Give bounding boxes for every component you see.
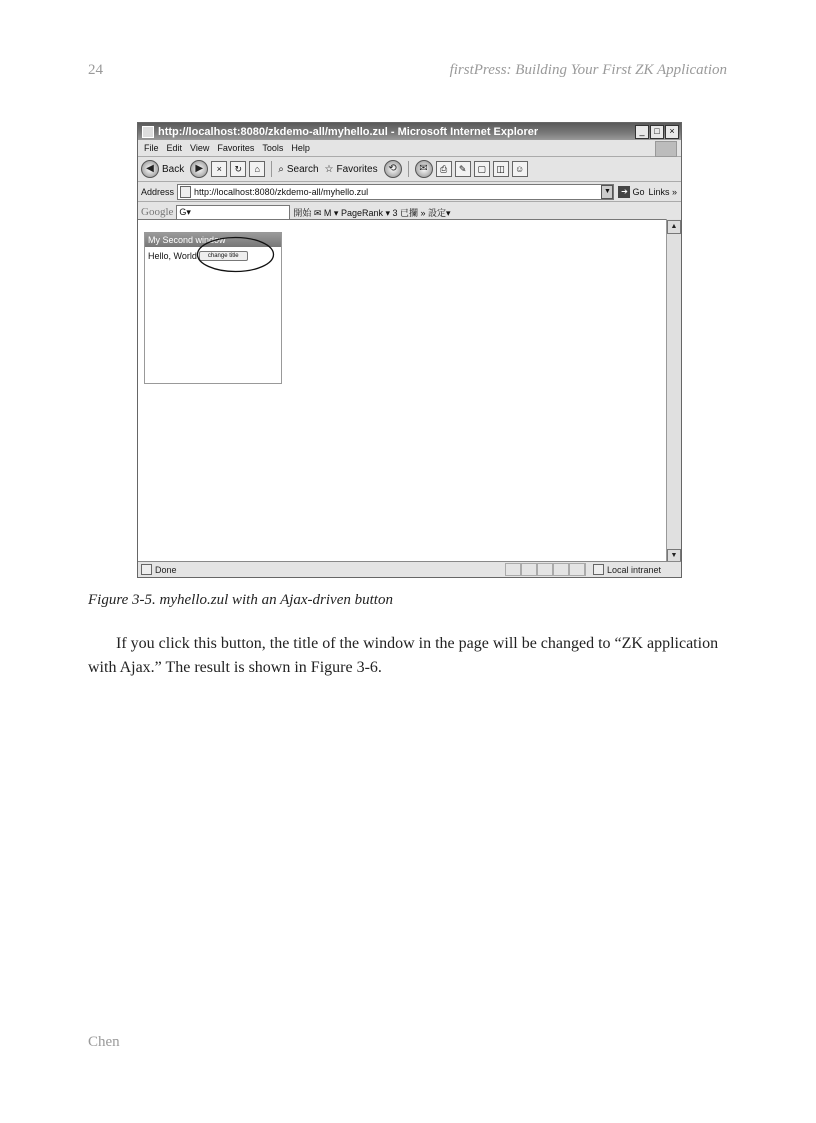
menu-help[interactable]: Help <box>291 143 310 153</box>
address-url: http://localhost:8080/zkdemo-all/myhello.zul <box>194 186 369 197</box>
home-icon[interactable]: ⌂ <box>249 161 265 177</box>
google-search-input[interactable] <box>176 205 290 220</box>
edit-icon[interactable]: ✎ <box>455 161 471 177</box>
mail-icon[interactable]: ✉ <box>415 160 433 178</box>
menu-file[interactable]: File <box>144 143 159 153</box>
scroll-up-icon[interactable]: ▲ <box>667 220 681 234</box>
links-button[interactable]: Links » <box>648 186 677 197</box>
done-page-icon <box>141 564 152 575</box>
page-icon <box>180 186 191 198</box>
change-title-button[interactable]: change title <box>199 251 248 261</box>
address-input[interactable] <box>177 184 614 200</box>
menu-tools[interactable]: Tools <box>262 143 284 153</box>
maximize-button[interactable]: □ <box>650 125 664 139</box>
google-logo: Google <box>141 206 174 218</box>
scroll-down-icon[interactable]: ▼ <box>667 549 681 563</box>
messenger-icon[interactable]: ☺ <box>512 161 528 177</box>
ie-page-icon <box>142 126 154 138</box>
windows-logo-icon <box>655 141 677 157</box>
zk-window-title: My Second window <box>145 233 281 247</box>
back-arrow-icon[interactable]: ◀ <box>141 160 159 178</box>
history-icon[interactable]: ⟲ <box>384 160 402 178</box>
favorites-star-icon[interactable]: ☆ <box>324 163 334 175</box>
print-icon[interactable]: ⎙ <box>436 161 452 177</box>
status-cell <box>537 563 553 576</box>
stop-icon[interactable]: × <box>211 161 227 177</box>
status-cell <box>521 563 537 576</box>
page-number: 24 <box>88 62 103 78</box>
title-bar <box>138 123 681 140</box>
menu-bar <box>138 140 681 157</box>
intranet-icon <box>593 564 604 575</box>
forward-arrow-icon[interactable]: ▶ <box>190 160 208 178</box>
status-cell <box>505 563 521 576</box>
security-zone <box>585 563 667 576</box>
status-cell <box>553 563 569 576</box>
zone-label: Local intranet <box>606 564 661 575</box>
status-cell <box>569 563 585 576</box>
vertical-scrollbar[interactable] <box>666 219 681 564</box>
address-label: Address <box>141 186 175 197</box>
menu-favorites[interactable]: Favorites <box>217 143 255 153</box>
page-footer: Chen <box>88 1034 120 1050</box>
favorites-button[interactable]: Favorites <box>336 163 378 175</box>
search-button[interactable]: Search <box>286 163 319 175</box>
menu-view[interactable]: View <box>190 143 210 153</box>
highlight-ellipse <box>196 236 275 273</box>
window-title: http://localhost:8080/zkdemo-all/myhello.zul - Microsoft Internet Explorer <box>158 125 539 138</box>
browser-screenshot <box>137 122 682 578</box>
status-bar <box>138 561 681 577</box>
google-search-text: G▾ <box>179 206 191 217</box>
go-arrow-icon: ➔ <box>618 186 630 198</box>
search-icon[interactable]: ⌕ <box>278 163 284 175</box>
toolbar-separator <box>408 161 409 177</box>
discuss-icon[interactable]: ▢ <box>474 161 490 177</box>
research-icon[interactable]: ◫ <box>493 161 509 177</box>
figure-caption: Figure 3-5. myhello.zul with an Ajax-driven button <box>88 592 393 608</box>
address-dropdown-icon[interactable]: ▼ <box>601 185 613 199</box>
refresh-icon[interactable]: ↻ <box>230 161 246 177</box>
google-toolbar-buttons[interactable]: 開始 ✉ M ▾ PageRank ▾ 3 已攔 » 設定▾ <box>293 207 451 218</box>
toolbar-separator <box>271 161 272 177</box>
body-paragraph: If you click this button, the title of the window in the page will be changed to “ZK application with Ajax.” The result is shown in Figure 3-6. <box>88 635 719 676</box>
back-button[interactable]: Back <box>162 163 185 175</box>
menu-edit[interactable]: Edit <box>166 143 183 153</box>
go-label: Go <box>632 186 645 197</box>
address-bar <box>138 182 681 202</box>
minimize-button[interactable]: _ <box>635 125 649 139</box>
standard-toolbar <box>138 157 681 182</box>
go-button[interactable] <box>618 186 644 198</box>
hello-label: Hello, World <box>148 251 197 261</box>
page-content-area <box>138 219 669 565</box>
running-header: firstPress: Building Your First ZK Application <box>449 62 727 78</box>
status-text: Done <box>155 564 177 575</box>
close-button[interactable]: × <box>665 125 679 139</box>
